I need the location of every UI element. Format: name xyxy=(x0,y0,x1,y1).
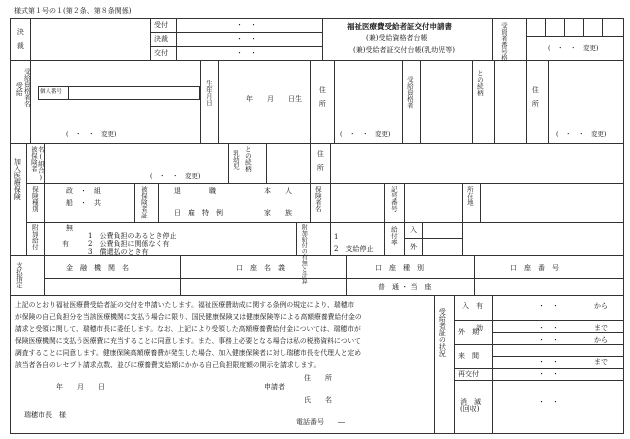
kofu-date[interactable]: ・ ・ xyxy=(236,49,257,57)
declaration-line-4: 保険医療機関に支払う医療費に充当することに同意します。また、事務上必要となる場合は私の税務資料について xyxy=(15,337,361,345)
recipient-side-label: 受給 xyxy=(15,82,24,96)
saikofu-label: 再交付 xyxy=(458,370,479,378)
keisan-item-2[interactable]: 2 支給停止 xyxy=(334,245,374,253)
futan-none[interactable]: 無 xyxy=(66,224,73,232)
nyuin-label: 入 xyxy=(410,226,417,234)
address2-change: ( ・ ・ 変更) xyxy=(556,130,607,138)
futan-item-1[interactable]: 1 公費負担のあるとき停止 xyxy=(88,232,177,240)
status-date-1[interactable]: ・ ・ xyxy=(538,302,559,310)
insurance-type-label: 保険種別 xyxy=(30,186,39,212)
kyufu-ritsu-label: 給付率 xyxy=(389,226,398,246)
kojin-bango-label: 個人番号 xyxy=(40,89,63,95)
futan-yes[interactable]: 有 xyxy=(62,240,69,248)
nichiyo-option[interactable]: 日 雇 特 例 xyxy=(174,209,223,217)
applicant-name-label: 氏 名 xyxy=(304,396,332,404)
declaration-line-3: 請求と受領に関して、瑞穂市長に委任します。なお、上記により受領した高額療養費給付金については、瑞穂市が xyxy=(15,325,361,333)
form-number: 様式第１号の１(第２条、第８条関係) xyxy=(14,7,132,15)
keisan-item-1[interactable]: 1 xyxy=(334,233,339,241)
child-relation-label: との続柄 xyxy=(243,146,252,172)
insured-name-change: ( ・ ・ 変更) xyxy=(150,172,201,180)
kazoku-option[interactable]: 家 族 xyxy=(264,209,292,217)
address-change: ( ・ ・ 変更) xyxy=(340,130,391,138)
insured-address-label: 住 所 xyxy=(316,150,325,171)
keisan-label: 附加給付の有無と計算 xyxy=(300,224,308,284)
futan-label: 附加給付 xyxy=(30,224,39,250)
rai-kan-label: 来 間 xyxy=(458,352,479,360)
form-frame xyxy=(10,18,624,434)
hihokensha-label: 被保険者 xyxy=(29,146,38,172)
account-type-value[interactable]: 普 通 ・ 当 座 xyxy=(378,283,432,291)
recipient-name-label: 受給資格者名 xyxy=(22,68,31,107)
account-holder-header: 口 座 名 義 xyxy=(236,264,285,272)
guardian-label: 受給資格者 xyxy=(405,76,414,109)
declaration-line-1: 上記のとおり福祉医療費受給者証の交付を申請いたします。福祉医療費助成に関する条例の規定により、瑞穂市 xyxy=(15,301,355,309)
kou-label: 効 xyxy=(476,324,483,332)
status-kara-1: から xyxy=(594,302,608,310)
form-subtitle-2: (兼)受給者証交付台帳(乳幼児等) xyxy=(353,46,455,54)
shozaichi-label: 所在地 xyxy=(465,186,474,206)
application-date[interactable]: 年 月 日 xyxy=(56,383,105,391)
kessai-label: 決 裁 xyxy=(16,28,25,49)
insurance-side-label: 加入医療保険 xyxy=(13,158,22,200)
status-label: 受給者証の状況 xyxy=(438,308,447,357)
kigo-label: 記号番号 xyxy=(389,186,398,212)
saikofu-date[interactable]: ・ ・ xyxy=(538,370,559,378)
kofu-label: 交付 xyxy=(154,49,168,57)
uketsuke-date[interactable]: ・ ・ xyxy=(236,21,257,29)
account-type-header: 口 座 種 別 xyxy=(375,264,424,272)
kumiai-label: 名(組合) xyxy=(36,146,45,182)
insurance-type-2[interactable]: 船 ・ 共 xyxy=(66,199,101,207)
status-made-1: まで xyxy=(594,324,608,332)
recipient-name-change: ( ・ ・ 変更) xyxy=(66,130,117,138)
relation-label: との続柄 xyxy=(475,70,484,96)
futan-item-2[interactable]: 2 公費負担に関係なく有 xyxy=(88,240,170,248)
address-label: 住 所 xyxy=(318,86,327,107)
address2-label: 住 所 xyxy=(531,86,540,107)
child-label: 乳幼児 xyxy=(231,150,240,170)
shometsu-label: 消 滅(回収) xyxy=(460,398,481,413)
taishoku-option[interactable]: 退 職 xyxy=(174,187,216,195)
jukyusha-bango-label: 受資者番号格 xyxy=(499,22,508,61)
nyuin-status-label: 入 有 xyxy=(462,302,483,310)
gai-ki-label: 外 期 xyxy=(458,328,479,336)
birth-date[interactable]: 年 月 日生 xyxy=(246,95,302,103)
declaration-line-6: 該当者各自のレセプト請求点数、並びに療養費支給額にかかる自己負担限度額の開示を請求します。 xyxy=(15,361,321,369)
applicant-address-label: 住 所 xyxy=(304,374,332,382)
account-number-header: 口 座 番 号 xyxy=(510,264,559,272)
declaration-line-2: が保険の自己負担分を当該医療機関に支払う場合に限り、国民健康保険又は健康保険等による高額療養費給付金の xyxy=(15,313,362,321)
mayor-addressee: 瑞穂市長 様 xyxy=(24,411,66,419)
birth-label: 生年月日 xyxy=(204,80,213,106)
payee-label: 支払指定 xyxy=(14,262,23,288)
applicant-label: 申請者 xyxy=(264,383,285,391)
shometsu-date[interactable]: ・ ・ xyxy=(538,398,559,406)
uketsuke-label: 受付 xyxy=(154,21,168,29)
form-subtitle-1: (兼)受給資格者台帳 xyxy=(366,34,428,42)
insurer-label: 保険者名 xyxy=(313,186,322,212)
status-made-2: まで xyxy=(594,358,608,366)
bank-name-header: 金 融 機 関 名 xyxy=(66,264,129,272)
hihokensha-sho-label: 被保険者証 xyxy=(139,186,148,219)
kessai-date[interactable]: ・ ・ xyxy=(236,35,257,43)
insurance-type-1[interactable]: 政 ・ 組 xyxy=(66,187,101,195)
status-date-2[interactable]: ・ ・ xyxy=(538,324,559,332)
status-kara-2: から xyxy=(594,336,608,344)
status-date-3[interactable]: ・ ・ xyxy=(538,336,559,344)
gairai-label: 外 xyxy=(410,243,417,251)
number-change-date: ( ・ ・ 変更) xyxy=(548,44,599,52)
phone-label: 電話番号 ― xyxy=(296,418,345,426)
futan-item-3[interactable]: 3 償還払のとき有 xyxy=(88,248,149,256)
form-title: 福祉医療費受給者証交付申請書 xyxy=(347,22,452,31)
honnin-option[interactable]: 本 人 xyxy=(264,187,292,195)
kessai-row-label: 決裁 xyxy=(154,35,168,43)
declaration-line-5: 調査することに同意します。健康保険高額療養費が発生した場合、加入健康保険者に対し瑞穂市長を代理人と定め xyxy=(15,349,362,357)
status-date-4[interactable]: ・ ・ xyxy=(538,358,559,366)
